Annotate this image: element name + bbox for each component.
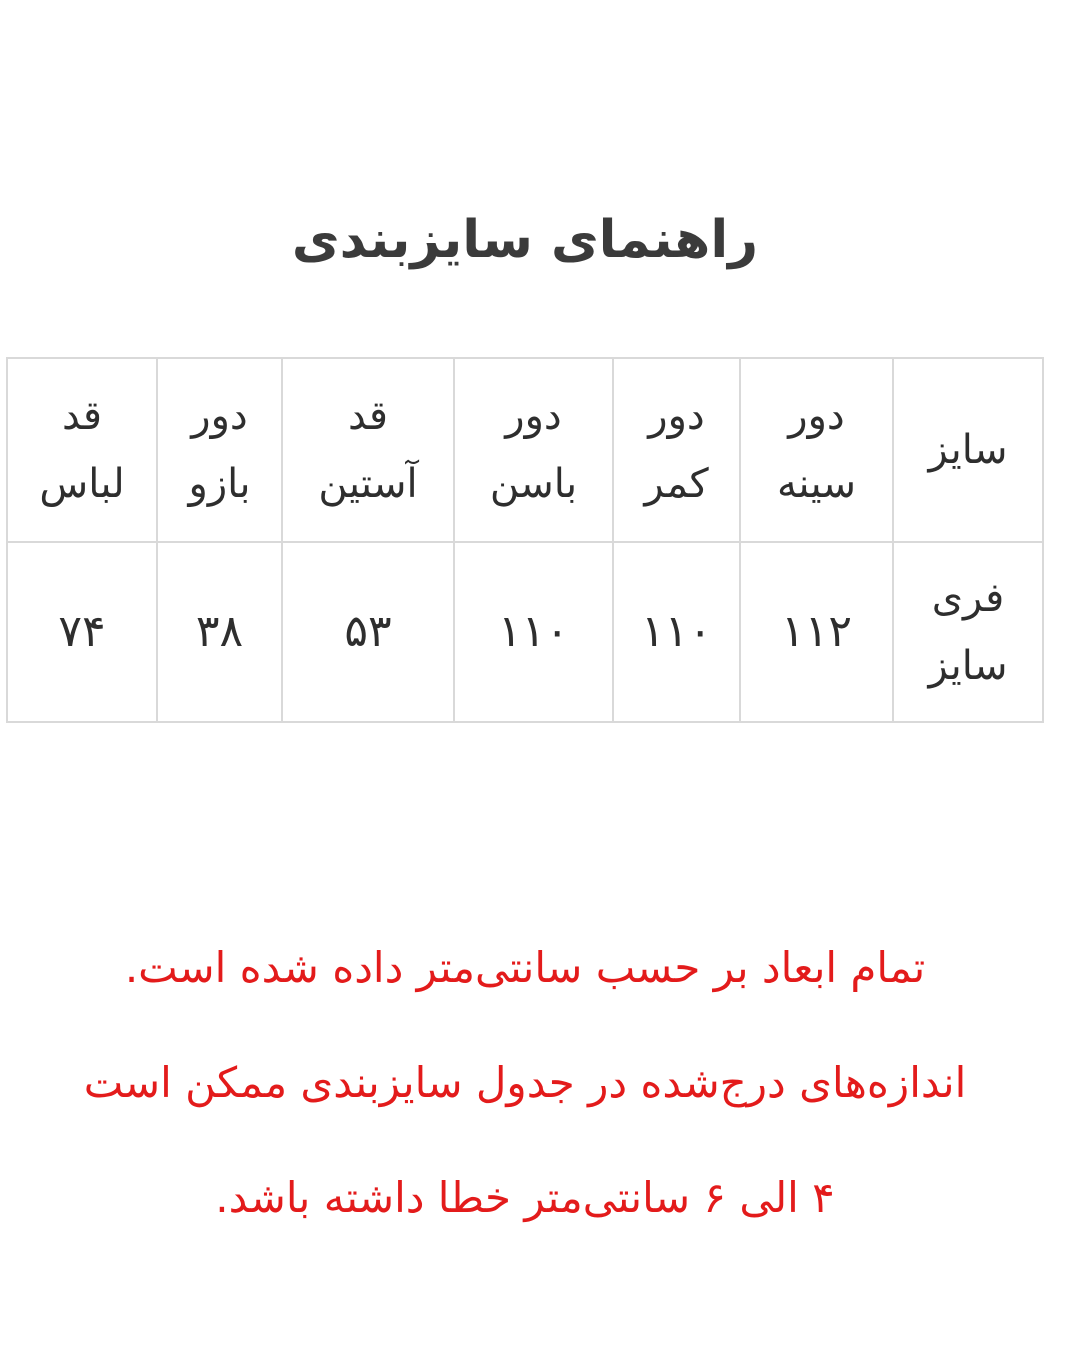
header-size: سایز <box>893 358 1043 542</box>
note-line: ۴ الی ۶ سانتی‌متر خطا داشته باشد. <box>215 1173 835 1222</box>
table-header-row <box>7 358 1043 542</box>
size-chart-table <box>6 357 1044 723</box>
note-line: اندازه‌های درج‌شده در جدول سایزبندی ممکن است <box>83 1058 967 1107</box>
header-hip: دور باسن <box>454 358 613 542</box>
cell-size: فری سایز <box>893 542 1043 722</box>
measurement-note <box>0 910 1050 1255</box>
header-arm: دور بازو <box>157 358 282 542</box>
table-row <box>7 542 1043 722</box>
header-chest: دور سینه <box>740 358 893 542</box>
page-title: راهنمای سایزبندی <box>291 210 759 270</box>
cell-sleeve-length: ۵۳ <box>282 542 454 722</box>
header-sleeve-length: قد آستین <box>282 358 454 542</box>
cell-chest: ۱۱۲ <box>740 542 893 722</box>
cell-waist: ۱۱۰ <box>613 542 740 722</box>
cell-dress-length: ۷۴ <box>7 542 157 722</box>
header-dress-length: قد لباس <box>7 358 157 542</box>
cell-arm: ۳۸ <box>157 542 282 722</box>
header-waist: دور کمر <box>613 358 740 542</box>
cell-hip: ۱۱۰ <box>454 542 613 722</box>
note-line: تمام ابعاد بر حسب سانتی‌متر داده شده است. <box>124 943 926 992</box>
